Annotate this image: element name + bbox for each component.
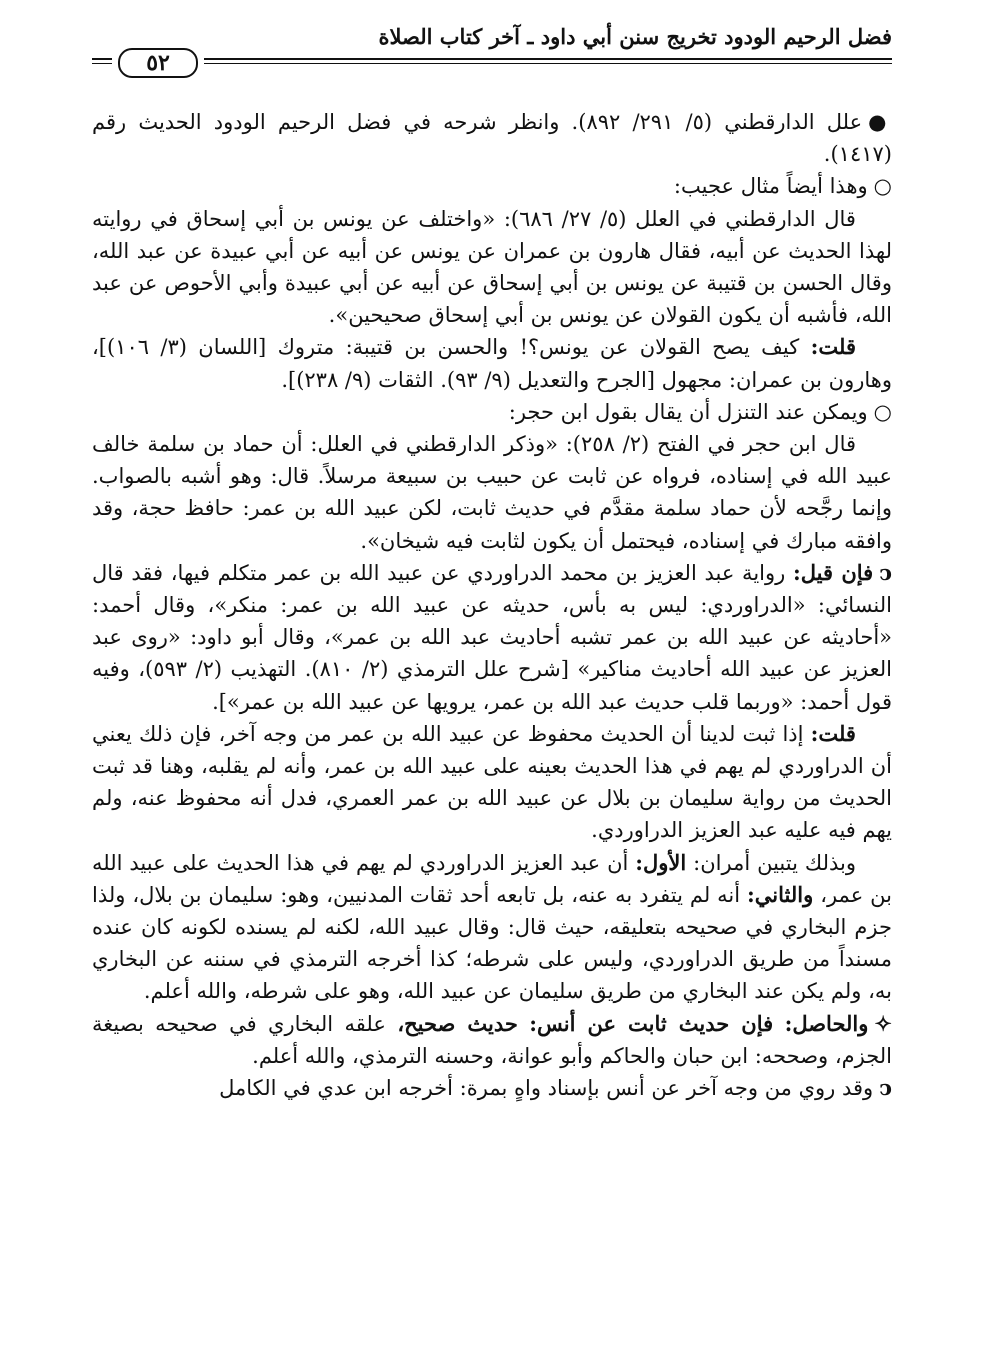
page-number: ٥٢: [146, 50, 170, 76]
paragraph-text: إذا ثبت لدينا أن الحديث محفوظ عن عبيد الله بن عمر من وجه آخر، فإن ذلك يعني أن الدراوردي لم يهم في هذا الحديث بعينه على عبيد الله بن عمر، وأنه لم يقلبه، وهنا قد ثبت الحديث من رواية سليمان بن بلال عن عبيد الله بن عمر العمري، فدل أنه محفوظ عنه، ولم يهم فيه عليه عبد العزيز الدراوردي.: [92, 721, 892, 843]
paragraph-text: قال الدارقطني في العلل (٥/ ٢٧/ ٦٨٦): «واختلف عن يونس بن أبي إسحاق في روايته لهذا الحديث عن أبيه، فقال هارون بن عمران عن يونس عن أبيه عن أبي عبيدة عن عبد الله، وقال الحسن بن قتيبة عن يونس بن أبي إسحاق عن أبيه عن أبي عبيدة وأبي الأحوص عن عبد الله، فأشبه أن يكون القولان عن يونس بن أبي إسحاق صحيحين».: [92, 206, 892, 328]
paragraph-example-intro: [92, 170, 892, 202]
bullet-hollow-icon: ○: [873, 398, 892, 424]
paragraph-lead: فإن قيل:: [792, 559, 874, 585]
paragraph-text: ويمكن عند التنزل أن يقال بقول ابن حجر:: [508, 399, 868, 424]
paragraph-lead: والحاصل:: [784, 1010, 869, 1036]
paragraph-lead-2: فإن حديث ثابت عن أنس:: [529, 1010, 774, 1036]
ornament-c-icon: ↄ: [879, 1075, 892, 1101]
header-rule: [92, 58, 892, 60]
second-label: والثاني:: [747, 881, 814, 907]
paragraph-response: [92, 718, 892, 847]
page-header: [92, 22, 892, 82]
paragraph-comment: [92, 331, 892, 395]
page-number-badge: [112, 46, 204, 80]
paragraph-lead: قلت:: [810, 720, 856, 746]
paragraph-ibn-hajar-intro: [92, 396, 892, 428]
paragraph-objection: [92, 557, 892, 718]
bullet-hollow-icon: ○: [873, 173, 892, 199]
ornament-c-icon: ↄ: [879, 559, 892, 585]
bullet-filled-icon: ●: [868, 109, 892, 134]
paragraph-text: رواية عبد العزيز بن محمد الدراوردي عن عبيد الله بن عمر متكلم فيها، فقد قال النسائي: «الدراوردي: ليس به بأس، حديثه عن عبيد الله بن عمر: منكر»، وقال أحمد: «أحاديثه عن عبيد الله بن عمر تشبه أحاديث عبد الله بن عمر»، وقال أبو داود: «روى عبد العزيز عن عبيد الله أحاديث مناكير» [شرح علل الترمذي (٢/ ٨١٠). التهذيب (٢/ ٥٩٣)، وفيه قول أحمد: «وربما قلب حديث عبد الله بن عمر، يرويها عن عبيد الله بن عمر»].: [92, 560, 892, 714]
second-text: أنه لم يتفرد به عنه، بل تابعه أحد ثقات المدنيين، وهو: سليمان بن بلال، ولذا جزم البخاري في صحيحه بتعليقه، حيث قال: وقال عبيد الله، لكنه لم يسنده لكونه كان عنده مسنداً من طريق الدراوردي، وليس على شرطه؛ كذا أخرجه الترمذي في سننه عن البخاري به، ولم يكن عند البخاري من طريق سليمان عن عبيد الله، وهو على شرطه، والله أعلم.: [92, 882, 892, 1004]
paragraph-intro: وبذلك يتبين أمران:: [693, 850, 856, 875]
paragraph-other-route: [92, 1072, 892, 1104]
paragraph-text: كيف يصح القولان عن يونس؟! والحسن بن قتيبة: متروك [اللسان (٣/ ١٠٦)]، وهارون بن عمران: مجهول [الجرح والتعديل (٩/ ٩٣). الثقات (٩/ ٢٣٨)].: [92, 335, 892, 392]
first-text: أن عبد العزيز الدراوردي لم يهم في هذا الحديث على عبيد الله بن عمر،: [92, 850, 892, 907]
paragraph-lead-3: حديث صحيح،: [397, 1010, 518, 1036]
paragraph-text: وقد روي من وجه آخر عن أنس بإسناد واهٍ بمرة: أخرجه ابن عدي في الكامل: [219, 1076, 874, 1101]
paragraph-text: علقه البخاري في صحيحه بصيغة الجزم، وصححه: ابن حبان والحاكم وأبو عوانة، وحسنه الترمذي، والله أعلم.: [92, 1011, 892, 1068]
paragraph-ibn-hajar-quote: [92, 428, 892, 557]
running-title: فضل الرحيم الودود تخريج سنن أبي داود ـ آخر كتاب الصلاة: [378, 24, 892, 49]
paragraph-lead: قلت:: [810, 334, 856, 360]
paragraph-conclusion: [92, 1008, 892, 1072]
paragraph-text: قال ابن حجر في الفتح (٢/ ٢٥٨): «وذكر الدارقطني في العلل: أن حماد بن سلمة خالف عبيد الله في إسناده، فرواه عن ثابت عن حبيب بن سبيعة مرسلاً. قال: وهو أشبه بالصواب. وإنما رجَّحه لأن حماد سلمة مقدَّم في حديث ثابت، لكن عبيد الله بن عمر: حافظ حجة، وقد وافقه مبارك في إسناده، فيحتمل أن يكون لثابت فيه شيخان».: [92, 432, 892, 553]
paragraph-two-matters: [92, 847, 892, 1008]
page-body: [92, 106, 892, 1104]
header-rule-thin: [92, 63, 892, 64]
paragraph-citation: [92, 106, 892, 170]
first-label: الأول:: [635, 849, 687, 875]
ornament-flower-icon: ✧: [874, 1010, 892, 1036]
paragraph-daraqutni-quote: [92, 203, 892, 332]
paragraph-text: وهذا أيضاً مثال عجيب:: [673, 174, 868, 199]
paragraph-text: علل الدارقطني (٥/ ٢٩١/ ٨٩٢). وانظر شرحه في فضل الرحيم الودود الحديث رقم (١٤١٧).: [92, 110, 892, 167]
